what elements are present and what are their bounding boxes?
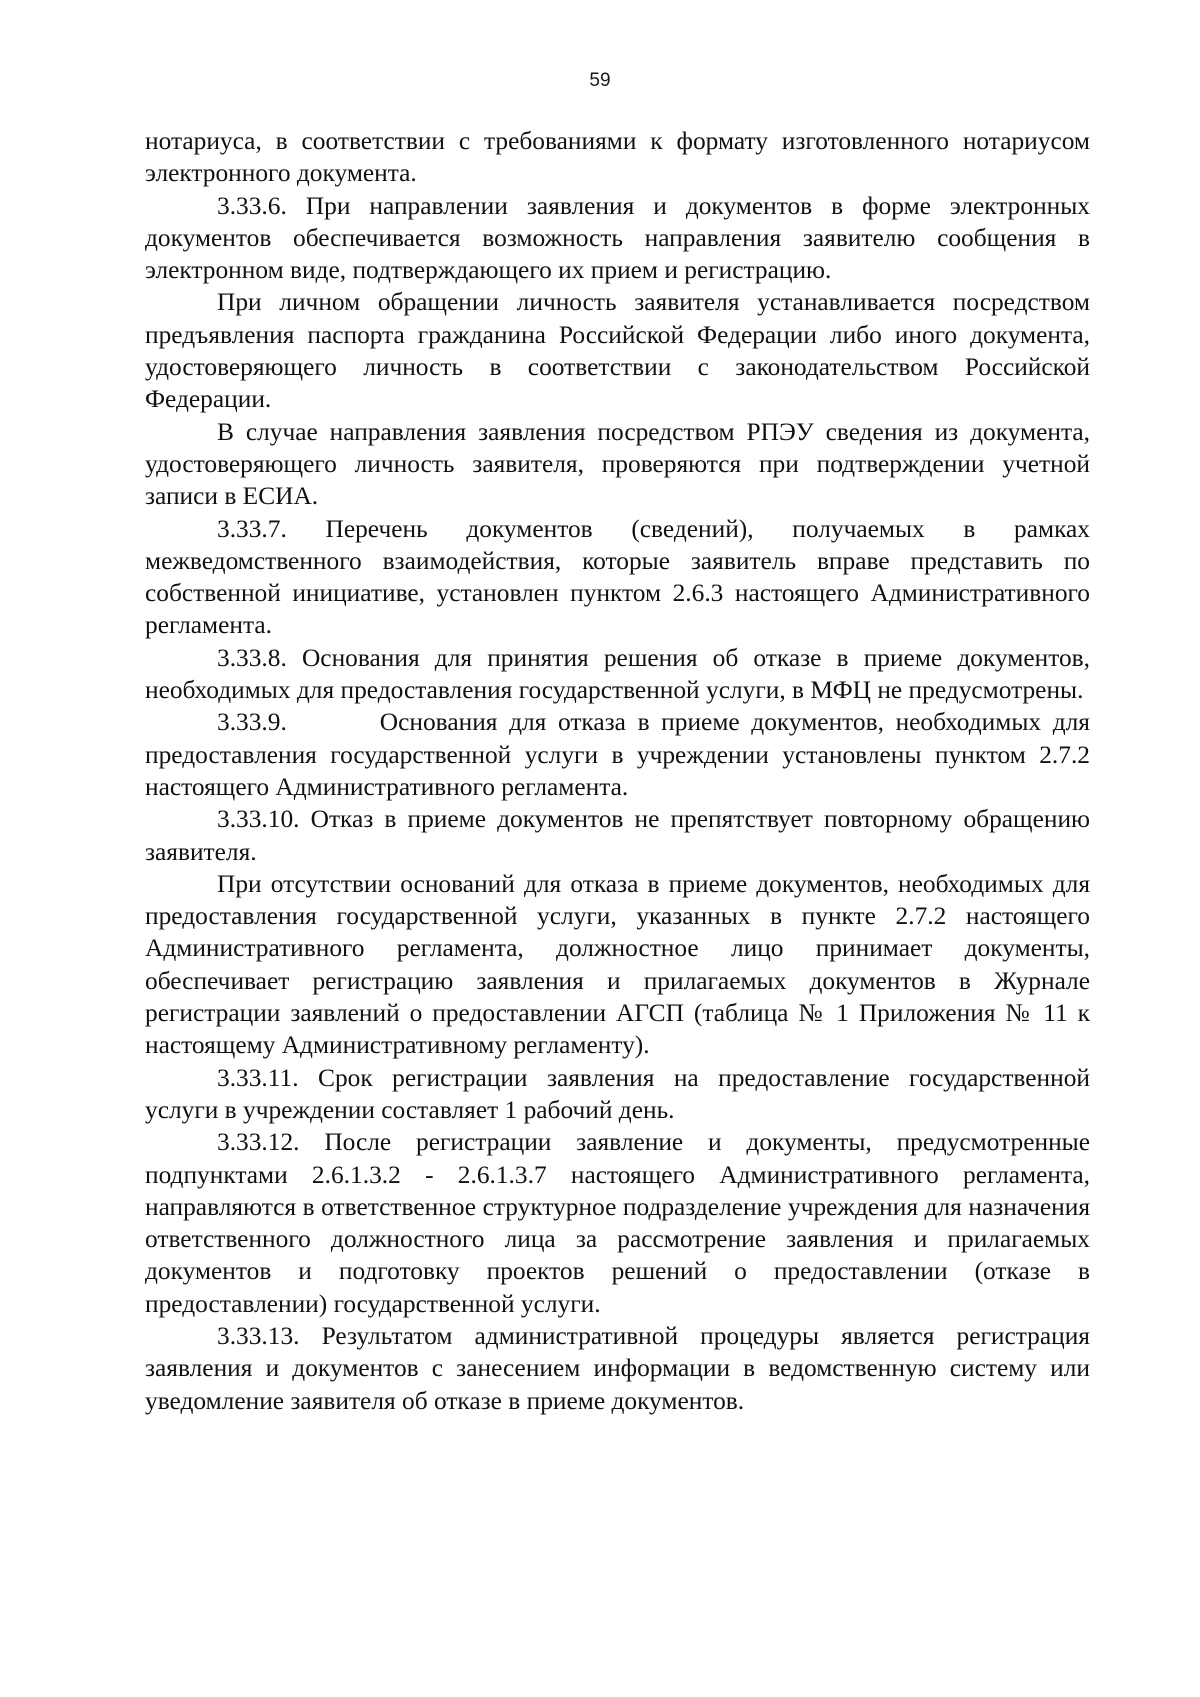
paragraph-3-33-6: 3.33.6. При направлении заявления и документов в форме электронных документов обеспечивается возможность направления заявителю сообщения в электронном виде, подтверждающего их прием и регистрацию. [145,191,1090,285]
document-body [145,125,1097,1417]
paragraph-3-33-13: 3.33.13. Результатом административной процедуры является регистрация заявления и документов с занесением информации в ведомственную систему или уведомление заявителя об отказе в приеме документов. [145,1321,1090,1415]
paragraph-no-grounds: При отсутствии оснований для отказа в приеме документов, необходимых для предоставления государственной услуги, указанных в пункте 2.7.2 настоящего Административного регламента, должностное лицо принимает документы, обеспечивает регистрацию заявления и прилагаемых документов в Журнале регистрации заявлений о предоставлении АГСП (таблица № 1 Приложения № 11 к настоящему Административному регламенту). [145,869,1090,1060]
paragraph-rpeu: В случае направления заявления посредством РПЭУ сведения из документа, удостоверяющего личность заявителя, проверяются при подтверждении учетной записи в ЕСИА. [145,417,1090,511]
paragraph-3-33-11: 3.33.11. Срок регистрации заявления на предоставление государственной услуги в учреждении составляет 1 рабочий день. [145,1063,1090,1124]
paragraph-personal-appeal: При личном обращении личность заявителя устанавливается посредством предъявления паспорта гражданина Российской Федерации либо иного документа, удостоверяющего личность в соответствии с законодательством Российской Федерации. [145,288,1090,414]
paragraph-3-33-12: 3.33.12. После регистрации заявление и документы, предусмотренные подпунктами 2.6.1.3.2 - 2.6.1.3.7 настоящего Административного регламента, направляются в ответственное структурное подразделение учреждения для назначения ответственного должностного лица за рассмотрение заявления и прилагаемых документов и подготовку проектов решений о предоставлении (отказе в предоставлении) государственной услуги. [145,1128,1090,1318]
paragraph-3-33-8: 3.33.8. Основания для принятия решения об отказе в приеме документов, необходимых для предоставления государственной услуги, в МФЦ не предусмотрены. [145,643,1090,705]
page-number: 59 [589,70,611,91]
paragraph-3-33-9: 3.33.9. Основания для отказа в приеме документов, необходимых для предоставления государственной услуги в учреждении установлены пунктом 2.7.2 настоящего Административного регламента. [145,708,1097,801]
paragraph-3-33-7: 3.33.7. Перечень документов (сведений), получаемых в рамках межведомственного взаимодействия, которые заявитель вправе представить по собственной инициативе, установлен пунктом 2.6.3 настоящего Административного регламента. [145,514,1090,640]
paragraph-continuation: нотариуса, в соответствии с требованиями к формату изготовленного нотариусом электронного документа. [145,127,1090,188]
paragraph-3-33-10: 3.33.10. Отказ в приеме документов не препятствует повторному обращению заявителя. [145,805,1090,866]
